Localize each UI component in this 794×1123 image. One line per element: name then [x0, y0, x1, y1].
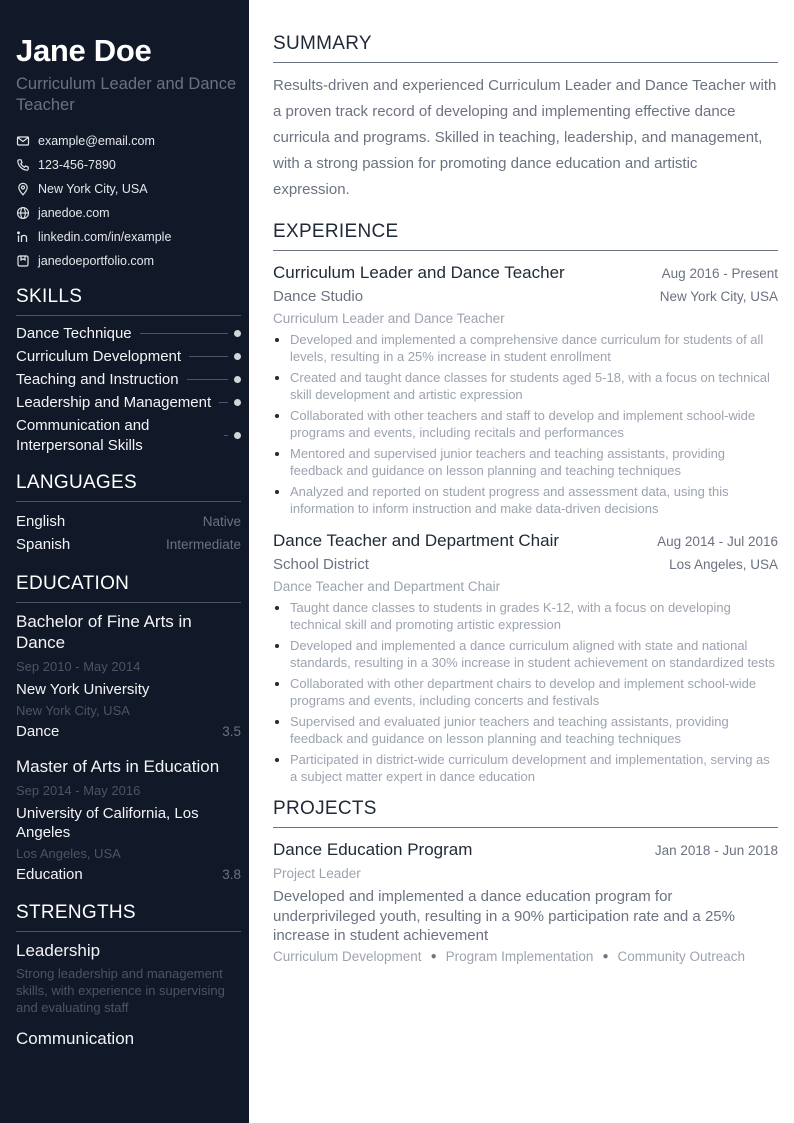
- experience-bullets: [273, 599, 778, 785]
- experience-title-row: [273, 261, 778, 285]
- education-gpa: 3.8: [222, 866, 241, 882]
- experience-item: [273, 261, 778, 517]
- skills-list: [16, 324, 241, 455]
- languages-heading: LANGUAGES: [16, 471, 241, 502]
- project-item: [273, 838, 778, 964]
- experience-bullet: • Participated in district-wide curriculum development and implementation, serving as a subject matter expert in dance education: [290, 751, 778, 785]
- portfolio-icon: [16, 254, 30, 268]
- experience-company: School District: [273, 556, 369, 573]
- experience-company-row: [273, 285, 778, 309]
- skill-item: [16, 347, 241, 367]
- project-tag: Curriculum Development: [273, 948, 422, 964]
- contact-linkedin[interactable]: [16, 225, 241, 249]
- phone-icon: [16, 158, 30, 172]
- skill-label: Leadership and Management: [16, 394, 212, 411]
- education-degree: Bachelor of Fine Arts in Dance: [16, 612, 192, 652]
- experience-title: Curriculum Leader and Dance Teacher: [273, 263, 565, 282]
- skills-heading: SKILLS: [16, 285, 241, 316]
- language-item: [16, 510, 241, 533]
- language-name: Spanish: [16, 536, 71, 553]
- education-field-row: [16, 865, 241, 885]
- strengths-list: [16, 940, 241, 1050]
- skill-item: [16, 393, 241, 413]
- experience-bullet: • Developed and implemented a dance curriculum aligned with state and national standards, resulting in a 30% increase in student achievement on standardized tests: [290, 637, 778, 671]
- skill-label: Dance Technique: [16, 325, 132, 342]
- project-tag: Community Outreach: [617, 948, 746, 964]
- strength-title: Leadership: [16, 940, 101, 960]
- candidate-headline: Curriculum Leader and Dance Teacher: [16, 75, 237, 114]
- experience-bullets: [273, 331, 778, 517]
- contact-location-text: New York City, USA: [38, 182, 148, 196]
- project-title: Dance Education Program: [273, 840, 473, 859]
- language-name: English: [16, 513, 66, 530]
- tag-separator: ●: [602, 950, 609, 962]
- experience-bullet: • Mentored and supervised junior teachers and teaching assistants, providing feedback and guidance on lesson planning and teaching techniques: [290, 445, 778, 479]
- education-location: New York City, USA: [16, 702, 130, 718]
- contact-portfolio[interactable]: [16, 249, 241, 273]
- contact-phone[interactable]: [16, 153, 241, 177]
- languages-list: [16, 510, 241, 556]
- experience-company: Dance Studio: [273, 288, 364, 305]
- contact-portfolio-text: janedoeportfolio.com: [38, 254, 155, 268]
- contact-location: [16, 177, 241, 201]
- education-date: Sep 2010 - May 2014: [16, 659, 141, 674]
- language-level: Native: [202, 514, 241, 529]
- experience-bullet: • Collaborated with other department chairs to develop and implement school-wide programs and events, including concerts and festivals: [290, 675, 778, 709]
- sidebar: [0, 0, 249, 1123]
- project-date: Jan 2018 - Jun 2018: [654, 843, 778, 858]
- skill-level-dot: [234, 353, 241, 360]
- skill-label: Communication and Interpersonal Skills: [16, 417, 150, 454]
- projects-heading: PROJECTS: [273, 797, 778, 828]
- skill-label: Curriculum Development: [16, 348, 182, 365]
- experience-bullet: • Collaborated with other teachers and staff to develop and implement school-wide programs and events, including recitals and performances: [290, 407, 778, 441]
- experience-item: [273, 529, 778, 785]
- experience-role: Curriculum Leader and Dance Teacher: [273, 311, 505, 326]
- contact-website-text: janedoe.com: [38, 206, 110, 220]
- project-tag: Program Implementation: [445, 948, 594, 964]
- skill-label: Teaching and Instruction: [16, 371, 179, 388]
- skill-level-dot: [234, 376, 241, 383]
- education-location: Los Angeles, USA: [16, 845, 121, 861]
- tag-separator: ●: [430, 950, 437, 962]
- location-icon: [16, 182, 30, 196]
- project-tags: [273, 949, 778, 964]
- experience-role: Dance Teacher and Department Chair: [273, 579, 501, 594]
- email-icon: [16, 134, 30, 148]
- education-field: Dance: [16, 722, 60, 740]
- contact-email-text: example@email.com: [38, 134, 155, 148]
- project-description: Developed and implemented a dance education program for underprivileged youth, resulting in a 90% participation rate and a 25% increase in student achievement: [273, 888, 735, 944]
- skill-divider: [189, 356, 228, 357]
- experience-date: Aug 2014 - Jul 2016: [657, 534, 778, 549]
- education-list: [16, 611, 241, 885]
- experience-title: Dance Teacher and Department Chair: [273, 531, 560, 550]
- strengths-heading: STRENGTHS: [16, 901, 241, 932]
- skill-divider: [187, 379, 228, 380]
- skill-level-dot: [234, 432, 241, 439]
- experience-bullet: • Developed and implemented a comprehensive dance curriculum for students of all levels, resulting in a 25% increase in student enrollment: [290, 331, 778, 365]
- strength-item: [16, 940, 241, 1016]
- education-field-row: [16, 722, 241, 742]
- language-item: [16, 533, 241, 556]
- strength-title: Communication: [16, 1028, 135, 1048]
- experience-location: New York City, USA: [659, 289, 778, 304]
- summary-text: Results-driven and experienced Curriculum Leader and Dance Teacher with a proven track record of developing and implementing effective dance curricula and programs. Skilled in teaching, leadership, and management, with a strong passion for promoting dance education and artistic expression.: [273, 77, 777, 198]
- skill-divider: [140, 333, 228, 334]
- experience-bullet: • Supervised and evaluated junior teachers and teaching assistants, providing feedback and guidance on lesson planning and teaching techniques: [290, 713, 778, 747]
- education-heading: EDUCATION: [16, 572, 241, 603]
- education-item: [16, 756, 241, 885]
- skill-level-dot: [234, 399, 241, 406]
- experience-bullet: • Analyzed and reported on student progress and assessment data, using this information to inform instruction and make data-driven decisions: [290, 483, 778, 517]
- experience-bullet: • Taught dance classes to students in grades K-12, with a focus on developing technical skill and promoting artistic expression: [290, 599, 778, 633]
- skill-item: [16, 370, 241, 390]
- experience-company-row: [273, 553, 778, 577]
- experience-title-row: [273, 529, 778, 553]
- skill-divider: [219, 402, 228, 403]
- contact-email[interactable]: [16, 129, 241, 153]
- education-date: Sep 2014 - May 2016: [16, 782, 141, 798]
- experience-location: Los Angeles, USA: [669, 557, 778, 572]
- skill-level-dot: [234, 330, 241, 337]
- experience-heading: EXPERIENCE: [273, 220, 778, 251]
- strength-description: Strong leadership and management skills, with experience in supervising and evaluating staff: [16, 965, 225, 1015]
- education-field: Education: [16, 865, 83, 883]
- contact-linkedin-text: linkedin.com/in/example: [38, 230, 172, 244]
- project-title-row: [273, 838, 778, 862]
- candidate-name: Jane Doe: [16, 33, 152, 68]
- education-school: University of California, Los Angeles: [16, 804, 199, 841]
- education-item: [16, 611, 241, 742]
- contact-phone-text: 123-456-7890: [38, 158, 116, 172]
- language-level: Intermediate: [165, 537, 241, 552]
- contact-list: [16, 129, 241, 273]
- strength-item: [16, 1028, 241, 1050]
- project-role: Project Leader: [273, 866, 361, 881]
- globe-icon: [16, 206, 30, 220]
- experience-bullet: • Created and taught dance classes for students aged 5-18, with a focus on technical skill development and artistic expression: [290, 369, 778, 403]
- experience-date: Aug 2016 - Present: [661, 266, 778, 281]
- skill-divider: [224, 435, 228, 436]
- main-content: [249, 0, 794, 1123]
- linkedin-icon: [16, 230, 30, 244]
- education-gpa: 3.5: [222, 723, 241, 739]
- summary-heading: SUMMARY: [273, 32, 778, 63]
- skill-item: [16, 324, 241, 344]
- contact-website[interactable]: [16, 201, 241, 225]
- skill-item: [16, 416, 241, 455]
- education-school: New York University: [16, 681, 150, 698]
- education-degree: Master of Arts in Education: [16, 756, 220, 776]
